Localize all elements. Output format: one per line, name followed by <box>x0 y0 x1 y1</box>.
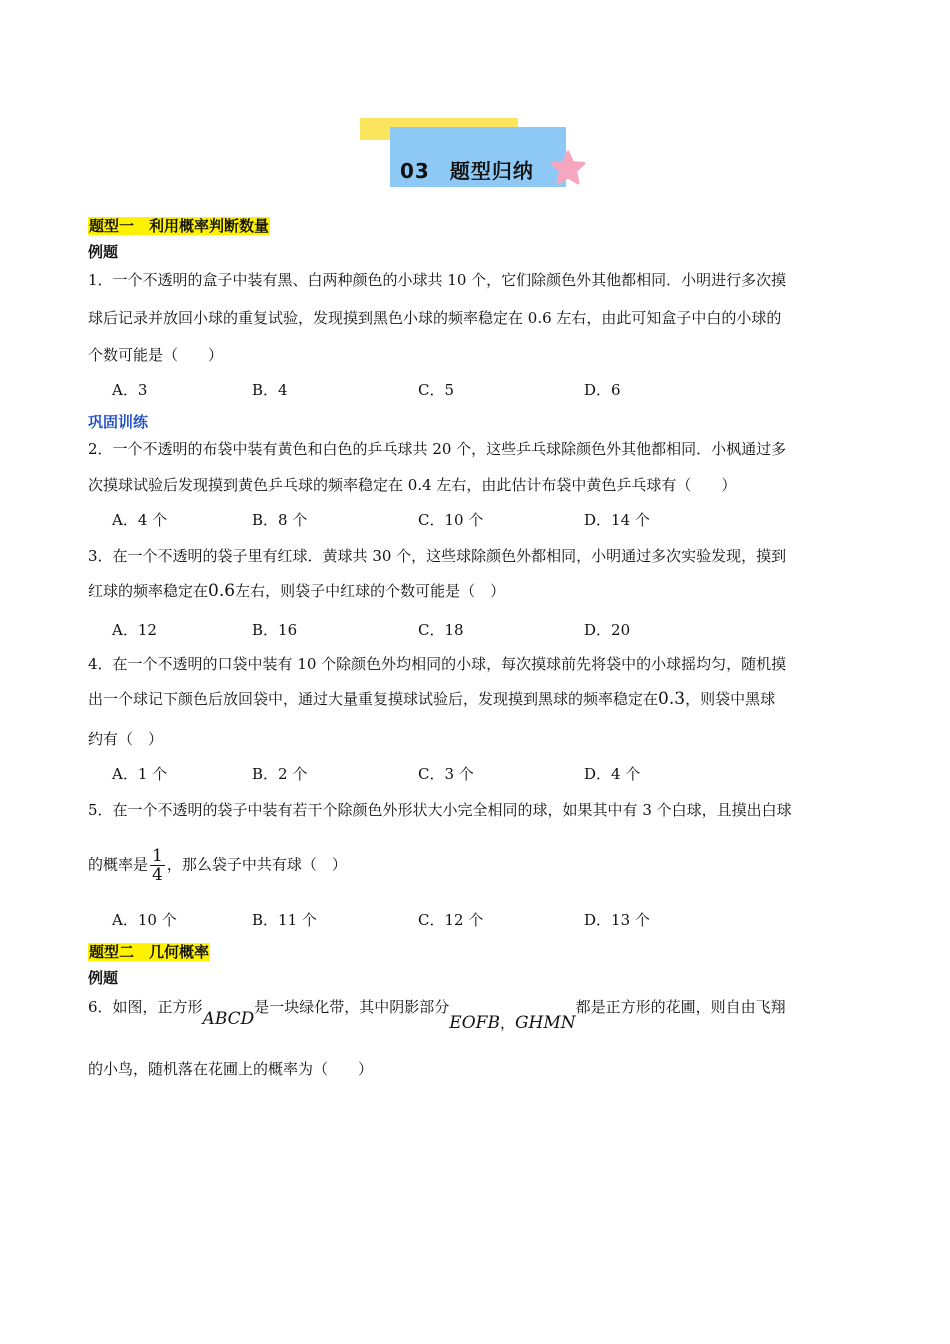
q5-fraction: $\frac{1}{4}$ <box>152 846 163 885</box>
q6-line-2: 的小鸟，随机落在花圃上的概率为（ ） <box>88 1060 374 1078</box>
q6-square-eofb: EOFB <box>449 1013 500 1033</box>
q1-option-c[interactable]: C．5 <box>418 381 455 399</box>
q1-line-1: 1．一个不透明的盒子中装有黑、白两种颜色的小球共 10 个，它们除颜色外其他都相同．小明进行多次摸 <box>88 271 787 289</box>
q2-option-d[interactable]: D．14 个 <box>584 511 650 529</box>
q1-option-d[interactable]: D．6 <box>584 381 621 399</box>
q3-line-1: 3．在一个不透明的袋子里有红球．黄球共 30 个，这些球除颜色外都相同，小明通过多次实验发现，摸到 <box>88 547 787 565</box>
q3-option-d[interactable]: D．20 <box>584 621 631 639</box>
star-icon <box>550 150 586 186</box>
q2-option-a[interactable]: A．4 个 <box>112 511 168 529</box>
q1-line-2: 球后记录并放回小球的重复试验，发现摸到黑色小球的频率稳定在 0.6 左右，由此可知盒子中白的小球的 <box>88 309 782 327</box>
q4-frequency-value: 0.3 <box>658 689 686 709</box>
q3-option-b[interactable]: B．16 <box>252 621 298 639</box>
q5-option-b[interactable]: B．11 个 <box>252 911 317 929</box>
q3-option-c[interactable]: C．18 <box>418 621 464 639</box>
q3-option-a[interactable]: A．12 <box>112 621 157 639</box>
q1-line-3: 个数可能是（ ） <box>88 346 224 364</box>
q4-line-3: 约有（ ） <box>88 730 164 748</box>
type2-heading: 题型二 几何概率 <box>89 943 210 961</box>
q2-line-2: 次摸球试验后发现摸到黄色乒乓球的频率稳定在 0.4 左右，由此估计布袋中黄色乒乓球有（ ） <box>88 476 737 494</box>
q5-option-c[interactable]: C．12 个 <box>418 911 484 929</box>
practice-label: 巩固训练 <box>88 413 149 431</box>
q6-line-1: 6．如图，正方形ABCD是一块绿化带，其中阴影部分EOFB，GHMN都是正方形的花圃，则自由飞翔 <box>88 998 786 1033</box>
q6-square-ghmn: GHMN <box>514 1013 576 1033</box>
example-label-2: 例题 <box>88 969 119 987</box>
q4-option-c[interactable]: C．3 个 <box>418 765 474 783</box>
q3-frequency-value: 0.6 <box>208 581 236 601</box>
example-label: 例题 <box>88 243 119 261</box>
q3-line-2: 红球的频率稳定在0.6左右，则袋子中红球的个数可能是（ ） <box>88 581 506 601</box>
q4-line-1: 4．在一个不透明的口袋中装有 10 个除颜色外均相同的小球，每次摸球前先将袋中的小球摇均匀，随机摸 <box>88 655 787 673</box>
section-heading: 题型归纳 <box>449 159 534 183</box>
q5-option-d[interactable]: D．13 个 <box>584 911 650 929</box>
section-number: 03 <box>400 159 430 183</box>
q2-line-1: 2．一个不透明的布袋中装有黄色和白色的乒乓球共 20 个，这些乒乓球除颜色外其他都相同．小枫通过多 <box>88 440 787 458</box>
q5-line-2: 的概率是 $\frac{1}{4}$ ，那么袋子中共有球（ ） <box>88 846 347 885</box>
q2-option-c[interactable]: C．10 个 <box>418 511 484 529</box>
q4-option-d[interactable]: D．4 个 <box>584 765 641 783</box>
q1-option-b[interactable]: B．4 <box>252 381 288 399</box>
section-title <box>400 155 534 184</box>
q1-option-a[interactable]: A．3 <box>112 381 148 399</box>
q4-option-a[interactable]: A．1 个 <box>112 765 168 783</box>
q5-option-a[interactable]: A．10 个 <box>112 911 177 929</box>
q4-option-b[interactable]: B．2 个 <box>252 765 308 783</box>
q5-line-1: 5．在一个不透明的袋子中装有若干个除颜色外形状大小完全相同的球，如果其中有 3 个白球，且摸出白球 <box>88 801 792 819</box>
q4-line-2: 出一个球记下颜色后放回袋中，通过大量重复摸球试验后，发现摸到黑球的频率稳定在0.3，则袋中黑球 <box>88 689 776 709</box>
type1-heading: 题型一 利用概率判断数量 <box>89 217 270 235</box>
q2-option-b[interactable]: B．8 个 <box>252 511 308 529</box>
q6-square-abcd: ABCD <box>202 1009 255 1029</box>
